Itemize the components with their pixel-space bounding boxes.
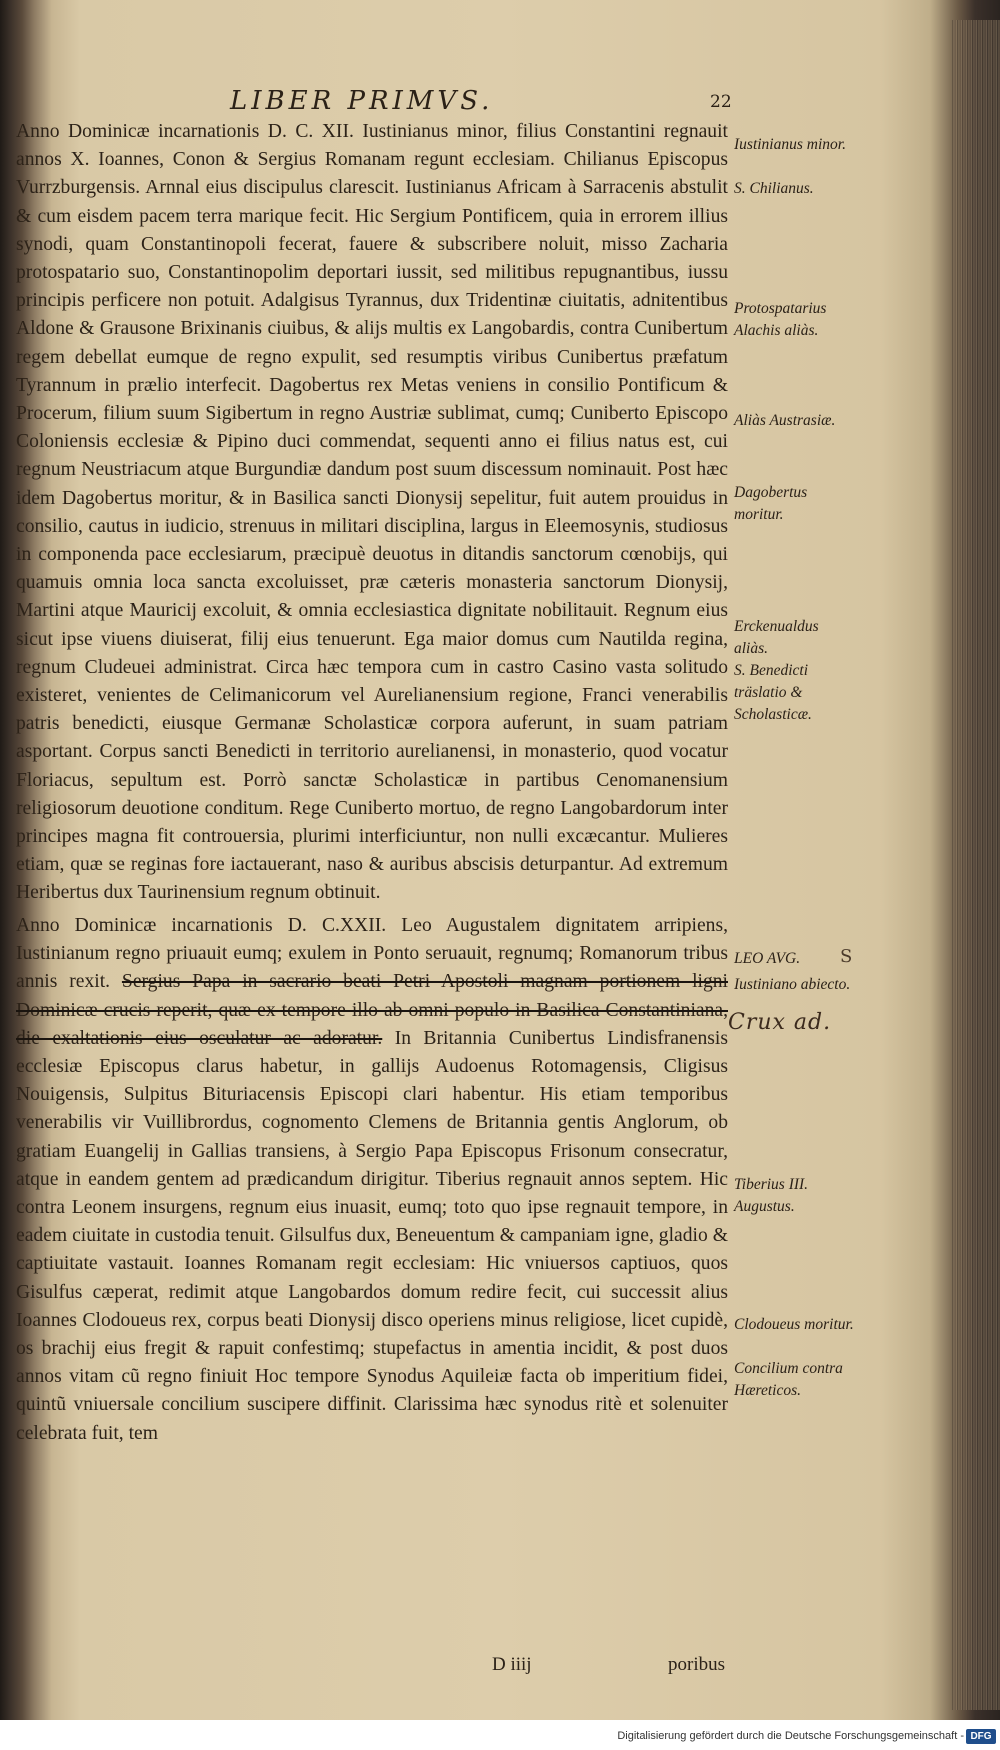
margin-note: Iustinianus minor. bbox=[734, 136, 846, 153]
struck-through-passage: Sergius Papa in sacrario beati Petri Apostoli magnam portionem ligni Dominicæ crucis reperit, quæ ex tempore illo ab omni populo in Basilica Constantiniana, die exaltationis eius osculatur ac adoratur. bbox=[16, 971, 728, 1049]
footer-bar bbox=[0, 1720, 1000, 1750]
margin-note: Iustiniano abiecto. bbox=[734, 976, 851, 993]
paragraph-2-text bbox=[16, 912, 728, 1448]
page-number: 22 bbox=[710, 92, 732, 112]
dfg-logo: DFG bbox=[966, 1729, 996, 1744]
handwritten-annotation: Crux ad. bbox=[728, 1010, 832, 1035]
margin-note: Alachis aliàs. bbox=[734, 322, 819, 339]
book-page bbox=[8, 0, 948, 1715]
footer-credit: Digitalisierung gefördert durch die Deutsche Forschungsgemeinschaft - bbox=[617, 1730, 964, 1742]
margin-note: Protospatarius bbox=[734, 300, 827, 317]
page-edges bbox=[952, 20, 1000, 1710]
margin-note: Clodoueus moritur. bbox=[734, 1316, 854, 1333]
margin-note: Aliàs Austrasiæ. bbox=[734, 412, 836, 429]
margin-note: Erckenualdus aliàs. bbox=[734, 618, 819, 657]
margin-note: S. Chilianus. bbox=[734, 180, 814, 197]
handwritten-mark: S bbox=[840, 946, 853, 967]
paragraph-2-after: In Britannia Cunibertus Lindisfranensis ecclesiæ Episcopus clarus habetur, in gallijs Audoenus Rotomagensis, Cligisus Nouigensis, Sulpitus Bituriacensis Episcopi clari habentur. His etiam temporibus venerabilis vir Vuillibrordus, cognomento Clemens de Britannia gentis Anglorum, ob gratiam Euangelij in Gallias transiens, à Sergio Papa Episcopus Frisonum consecratur, atque in eandem gentem ad prædicandum dirigitur. Tiberius regnauit annos septem. Hic contra Leonem insurgens, regnum eius inuasit, eumq; toto quo ipse regnauit tempore, in eadem ciuitate in custodia tenuit. Gilsulfus dux, Beneuentum & campaniam igne, gladio & captiuitate vastauit. Ioannes Romanam regit ecclesiam: Hic vniuersos captiuos, quos Gisulfus cæperat, redimit atque Langobardos domum redire fecit, cui successit alius Ioannes Clodoueus rex, corpus beati Dionysij disco operiens minus religiose, licet cupidè, os brachij eius fregit & rapuit confestimq; stupefactus in amentia incidit, & post duos annos vitam cũ regno finiuit Hoc tempore Synodus Aquileiæ facta ob imperitium fidei, quintũ vniuersale concilium suscipere diffinit. Clarissima hæc synodus ritè et solenuiter celebrata fuit, tem bbox=[16, 1027, 728, 1444]
catchword: poribus bbox=[668, 1654, 725, 1675]
signature-mark: D iiij bbox=[492, 1654, 532, 1675]
text-paragraph-2 bbox=[16, 912, 728, 1448]
margin-note: S. Benedicti träslatio & Scholasticæ. bbox=[734, 662, 812, 723]
margin-note: Dagobertus moritur. bbox=[734, 484, 808, 523]
margin-note: LEO AVG. bbox=[734, 950, 801, 967]
text-paragraph-1 bbox=[16, 118, 728, 908]
margin-note: Tiberius III. Augustus. bbox=[734, 1176, 809, 1215]
margin-note: Concilium contra Hæreticos. bbox=[734, 1360, 843, 1399]
paragraph-1-text: Anno Dominicæ incarnationis D. C. XII. Iustinianus minor, filius Constantini regnauit annos X. Ioannes, Conon & Sergius Romanam regunt ecclesiam. Chilianus Episcopus Vurrzburgensis. Arnnal eius discipulus clarescit. Iustinianus Africam à Sarracenis abstulit & cum eisdem pacem terra marique fecit. Hic Sergium Pontificem, quia in errorem illius synodi, quam Constantinopoli fecerat, fauere & subscribere noluit, misso Zacharia protospatario suo, Constantinopolim deportari iussit, sed militibus repugnantibus, iussu principis perficere non potuit. Adalgisus Tyrannus, dux Tridentinæ ciuitatis, adnitentibus Aldone & Grausone Brixinanis ciuibus, & alijs multis ex Langobardis, contra Cunibertum regem debellat eumque de regno expulit, sed resumptis viribus Cunibertus præfatum Tyrannum in prælio interfecit. Dagobertus rex Metas veniens in consilio Pontificum & Procerum, filium suum Sigibertum in regno Austriæ sublimat, cumq; Cuniberto Episcopo Coloniensis ecclesiæ & Pipino duci commendat, sequenti anno ei filius natus est, cui regnum Neustriacum atque Burgundiæ dandum post suum discessum nominauit. Post hæc idem Dagobertus moritur, & in Basilica sancti Dionysij sepelitur, fuit autem prouidus in consilio, cautus in iudicio, strenuus in militari disciplina, largus in Eleemosynis, studiosus in componenda pace ecclesiarum, præcipuè deuotus in ditandis sanctorum cœnobijs, qui quamuis omnia loca sancta excoluisset, præ cæteris monasteria sanctorum Dionysij, Martini atque Mauricij excoluit, & omnia ecclesiastica dignitate nobilitauit. Regnum eius sicut ipse viuens diuiserat, filij eius tenuerunt. Ega maior domus cum Nautilda regina, regnum Cludeuei administrat. Circa hæc tempora cum in castro Casino vasta solitudo existeret, venientes de Celimanicorum vel Aurelianensium regione, Franci venerabilis patris benedicti, eiusque Germanæ Scholasticæ corpora auferunt, in suam patriam asportant. Corpus sancti Benedicti in territorio aurelianensi, in monasterio, quod vocatur Floriacus, sepultum est. Porrò sanctæ Scholasticæ in partibus Cenomanensium religiosorum deuotione conditum. Rege Cuniberto mortuo, de regno Langobardorum inter principes magna fit controuersia, plurimi interficiuntur, non nulli excæcantur. Mulieres etiam, quæ se reginas fore iactauerant, naso & auribus abscisis deturpantur. Ad extremum Heribertus dux Taurinensium regnum obtinuit. bbox=[16, 121, 728, 904]
paragraph-2-before: Anno Dominicæ incarnationis D. C.XXII. Leo Augustalem dignitatem arripiens, Iustinianum regno priuauit eumq; exulem in Ponto seruauit, regnumq; Romanorum tribus annis rexit. bbox=[16, 915, 728, 993]
running-head: LIBER PRIMVS. bbox=[230, 86, 494, 116]
